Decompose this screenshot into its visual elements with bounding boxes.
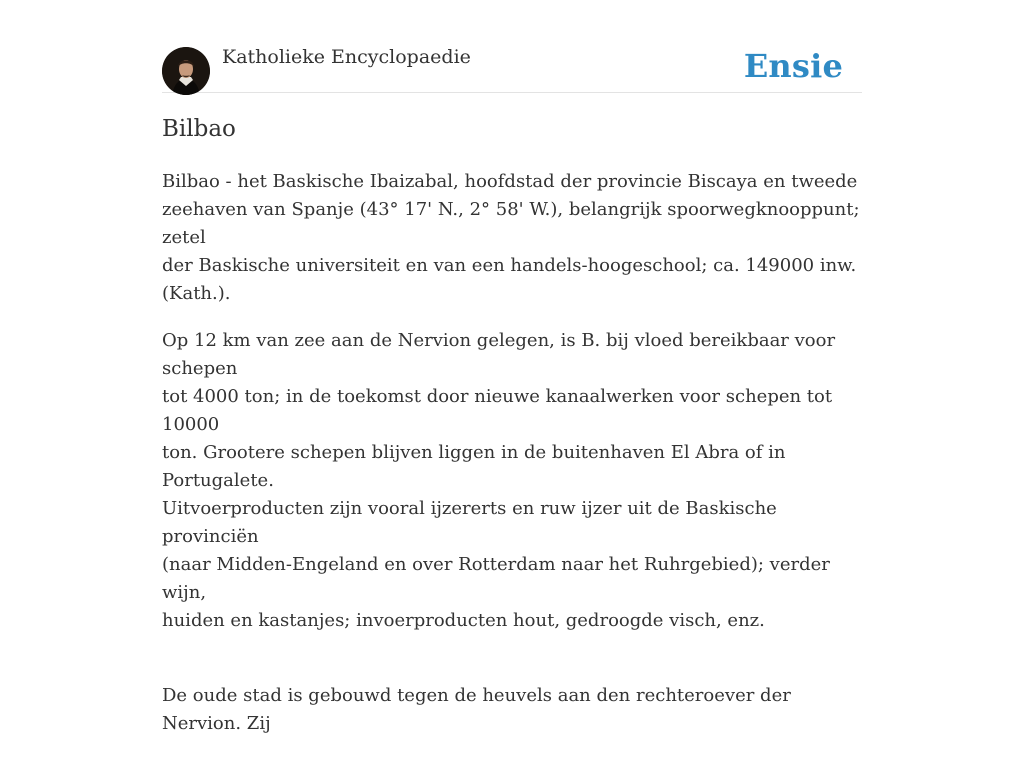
- article-paragraph: De oude stad is gebouwd tegen de heuvels aan den rechteroever der Nervion. Zij: [162, 685, 791, 734]
- portrait-avatar-icon[interactable]: [162, 47, 210, 95]
- brand-logo[interactable]: Ensie: [743, 47, 843, 85]
- site-header: [162, 0, 862, 93]
- portrait-avatar-graphic: [162, 47, 210, 95]
- article-title: Bilbao: [162, 116, 236, 142]
- article-paragraph: Bilbao - het Baskische Ibaizabal, hoofdstad der provincie Biscaya en tweede zeehaven van Spanje (43° 17' N., 2° 58' W.), belangrijk spoorwegknooppunt; zetel der Baskische universiteit en van een handels-hoogeschool; ca. 149000 inw. (Kath.).: [162, 171, 860, 304]
- page-container: [162, 0, 862, 734]
- article-paragraph: Op 12 km van zee aan de Nervion gelegen, is B. bij vloed bereikbaar voor schepen tot 4000 ton; in de toekomst door nieuwe kanaalwerken voor schepen tot 10000 ton. Grootere schepen blijven liggen in de buitenhaven El Abra of in Portugalete. Uitvoerproducten zijn vooral ijzererts en ruw ijzer uit de Baskische provinciën (naar Midden-Engeland en over Rotterdam naar het Ruhrgebied); verder wijn, huiden en kastanjes; invoerproducten hout, gedroogde visch, enz.: [162, 330, 836, 631]
- source-encyclopedia-name[interactable]: Katholieke Encyclopaedie: [222, 46, 471, 68]
- article-body: [162, 168, 862, 757]
